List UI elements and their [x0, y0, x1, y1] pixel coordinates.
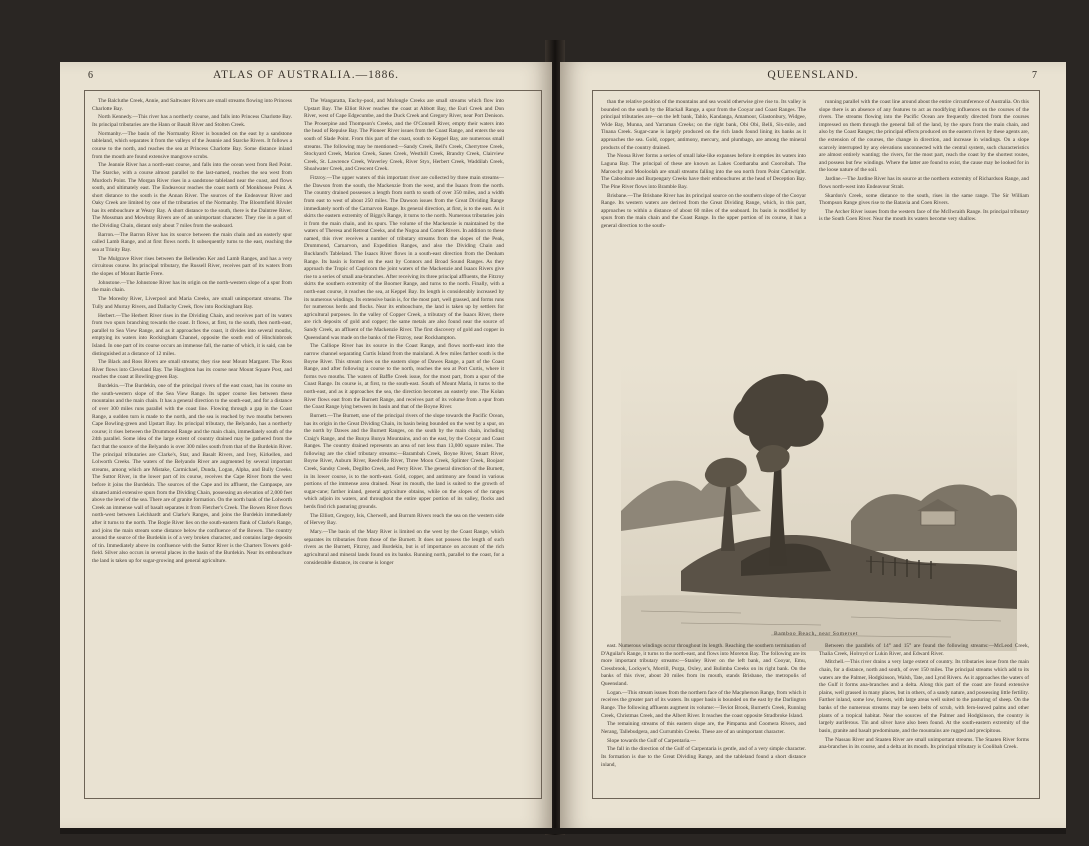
paragraph: North Kennedy.—This river has a northerly course, and falls into Princess Charlotte Bay. Its principal tributaries are the Hann or Basalt River and Stolten Creek.	[92, 114, 292, 128]
paragraph: Normanby.—The basin of the Normanby River is bounded on the east by a sandstone tableland, which separates it from the valleys of the Jeannie and Starcke Rivers. It follows a course to the north, and reaches the sea at Princess Charlotte Bay. Some distance inland from the mouth are found extensive mangrove scrubs.	[92, 130, 292, 160]
paragraph: The Elliott, Gregory, Isis, Cherwell, and Burrum Rivers reach the sea on the western side of Hervey Bay.	[304, 512, 504, 527]
paragraph: Barron.—The Barron River has its source between the main chain and an easterly spur called Lamb Range, and at first flows north. It subsequently turns to the east, reaching the sea at Trinity Bay.	[92, 231, 292, 254]
paragraph: Burdekin.—The Burdekin, one of the principal rivers of the east coast, has its course on the south-western slope of the Sea View Range. Its upper course lies between these mountains and the main chain. It has a general direction to the south-east, and for a distance of over 300 miles runs parallel with the coast line. Flowing through a gap in the Coast Range, a sudden turn is made to the north, and the sea is reached by two mouths between Cape Bowling-green and Upstart Bay. Its principal tributary, the Belyando, has a northerly course; it rises between the Drummond Range and the main chain, immediately south of the 24th parallel. Some idea of the large extent of country drained may be gathered from the fact that the source of the Belyando is over 300 miles south from that of the Burdekin River. The principal tributaries are Clarke's, Star, and Basalt Rivers, and Ivey, Kirkellen, and Lolworth Creeks. The waters of the Belyando River are augmented by several important streams, among which are Mistake, Carmichael, Dunda, Logan, Alpha, and Bully Creeks. The Suttor River, in the lower part of its course, receives the Cape River from the west before it joins the Burdekin. The sources of the Cape and its affluent, the Campaspe, are situated amid extensive spurs from the Dividing Chain, possessing an elevation of 2,000 feet above the level of the sea. There are of granite formation. On the north bank of the Lolworth Creek an immense wall of basalt separates it from Fletcher's Creek. The Bowen River flows north-west between Leichhardt and Clarke's Ranges, and joins the Burdekin immediately after it turns to the north. The Bogie River lies on the south-eastern flank of Clarke's Range, and joins the main stream some distance below the confluence of the Bowen. The country around the source of the Burdekin is of a very broken character, and contains large deposits of tin. Immediately above its confluence with the Suttor River is the Charters Towers gold-field. Silver also occurs in several places in the basin of the Burdekin. Near its embouchure the land is taken up for sugar-growing and general agriculture.	[92, 383, 292, 564]
paragraph: Mary.—The basin of the Mary River is limited on the west by the Coast Range, which separates its tributaries from those of the Burnett. It does not possess the length of such rivers as the Burnett, Fitzroy, and Burdekin, but is of importance on account of the rich agricultural and mineral lands found on its banks. Running north, parallel to the coast, for a considerable distance, its course is longer	[304, 529, 504, 566]
paragraph: Between the parallels of 14° and 15° are found the following streams:—McLeod Creek, Thalia Creek, Holroyd or Lukin River, and Edward River.	[819, 643, 1029, 657]
paragraph: The remaining streams of this eastern slope are, the Pimpama and Coomera Rivers, and Nerang, Tallebudgera, and Currumbin Creeks. These are of an unimportant character.	[601, 721, 806, 735]
paragraph: The fall in the direction of the Gulf of Carpentaria is gentle, and of a very simple character. Its formation is due to the Great Dividing Range, and the tableland found a short distance inland,	[601, 746, 806, 768]
paragraph: The Wangaratta, Euchy-pool, and Molongle Creeks are small streams which flow into Upstart Bay. The Elliot River reaches the coast at Abbott Bay, the Euri Creek and Don River, west of Cape Edgecumbe, and the Duck Creek and Gregory River, near Port Denison. The Proserpine and Thompson's Creeks, and the O'Connell River, empty their waters into the head of Repulse Bay. The Pioneer River issues from the Coast Range, and enters the sea south of Slade Point. From this part of the coast, south to Keppel Bay, are numerous small streams. The following may be mentioned:—Sandy Creek, Bell's Creek, Cherrytree Creek, Stockyard Creek, Marion Creek, Sanes Creek, Westhill Creek, Brandry Creek, Clairview Creek, St. Lawrence Creek, Waverley Creek, River Styx, Herbert Creek, Waddilah Creek, Shoalwater Creek, and Crescent Creek.	[304, 98, 504, 173]
paragraph: The Noosa River forms a series of small lake-like expanses before it empties its waters into Laguna Bay. The principal of these are known as Lakes Cootharaba and Cooroibah. The Maroochy and Mooloolah are small streams falling into the sea north from Point Cartwright. The Caboolture and Burpengary Creeks have their embouchures at the head of Deception Bay. The Pine River flows into Bramble Bay.	[601, 153, 806, 190]
engraving-illustration	[621, 361, 1017, 651]
paragraph: Slope towards the Gulf of Carpentaria.—	[607, 737, 696, 744]
right-column-3	[601, 643, 806, 793]
running-head-left: ATLAS OF AUSTRALIA.—1886.	[212, 69, 399, 81]
page-number-right: 7	[1032, 70, 1037, 81]
right-page	[560, 62, 1066, 830]
right-column-2	[819, 99, 1029, 254]
paragraph: The Nassau River and Staaten River are small unimportant streams. The Staaten River forms ana-branches in its course, and a delta at its mouth. Its principal tributary is Coolibah Creek.	[819, 736, 1029, 751]
right-column-1	[601, 99, 806, 254]
left-column-2	[304, 98, 504, 793]
paragraph: Mitchell.—This river drains a very large extent of country. Its tributaries issue from the main chain, for a distance, north and south, of over 150 miles. The principal streams which add to its waters are the Palmer, Hodgkinson, Walsh, Tate, and Lynd Rivers. As it approaches the waters of the Gulf it forms ana-branches and a delta. Along this part of the coast are found extensive plains, well grassed in many places, but in others, of a sandy nature, and possessing little fertility. Farther inland, some low, forests, with large areas well suited to the pasturing of sheep. On the banks of the numerous streams may be seen belts of scrub, with fern-leaved palms and other plants of a tropical habitat. Near the sources of the Palmer and Hodgkinson, the country is largely auriferous. Tin and silver have also been found. At the south-eastern extremity of the basin, granite and basalt predominate, and the mountains are rugged and precipitous.	[819, 659, 1029, 734]
paragraph: The Black and Ross Rivers are small streams; they rise near Mount Margaret. The Ross River flows into Cleveland Bay. The Haughton has its course near Mount Square Post, and reaches the coast at Bowling-green Bay.	[92, 359, 292, 381]
running-head-right: QUEENSLAND.	[767, 69, 859, 81]
page-number-left: 6	[88, 70, 93, 81]
paragraph: Jardine.—The Jardine River has its source at the northern extremity of Richardson Range, and flows north-west into Endeavour Strait.	[819, 176, 1029, 190]
text-frame-right	[592, 90, 1040, 799]
left-page	[60, 62, 552, 830]
paragraph: east. Numerous windings occur throughout its length. Reaching the southern termination of D'Aguilar's Range, it turns to the north-east, and flows into Moreton Bay. The following are its more important tributary streams:—Stanley River on the left bank, and Cooyar, Emu, Cressbrook, Lockyer's, Morrill, Purga, Oxley, and Bulimba Creeks on its right bank. On the banks of this river, about 20 miles from its mouth, stands Brisbane, the metropolis of Queensland.	[601, 643, 806, 687]
paragraph: The Moresby River, Liverpool and Maria Creeks, are small unimportant streams. The Tully and Murray Rivers, and Dallachy Creek, flow into Rockingham Bay.	[92, 296, 292, 310]
paragraph: running parallel with the coast line around about the entire circumference of Australia. On this slope there is an absence of any features to act as modifying influences on the courses of the rivers. The streams flowing into the Pacific Ocean are frequently directed from the courses impressed on them through the general fall of the land, by the spurs from the main chain, and also by the Coast Ranges; the principal effects produced on the eastern rivers by these agents are, the extension of the courses, the change in direction, and increase in windings. On a slope scarcely interrupted by any elevations unconnected with the central system, such characteristics are almost entirely wanting; the rivers, for the most part, reach the coast by the shortest routes, and possess but few windings. Where the latter are found to exist, the cause may be looked for in the loose nature of the soil.	[819, 99, 1029, 174]
right-column-4	[819, 643, 1029, 793]
paragraph: The Balcluthe Creek, Annie, and Saltwater Rivers are small streams flowing into Princess Charlotte Bay.	[92, 98, 292, 112]
paragraph: Brisbane.—The Brisbane River has its principal source on the southern slope of the Cooyar Range. Its western waters are derived from the Great Dividing Range, which, in this part, approaches to within a distance of about 60 miles of the seaboard. Its basin is modified by spurs from the main chain and the Coast Range. In the upper portion of its course, it has a general direction to the south-	[601, 192, 806, 229]
paragraph: The Jeannie River has a north-east course, and falls into the ocean west from Red Point. The Starcke, with a course almost parallel to the last-named, reaches the sea west from Murdoch Point. The Morgan River rises in a sandstone tableland near the coast, and flows south, and ultimately east. The Endeavour reaches the coast north of Monkhouse Point. A short distance to the south is the Annan River. The sources of the Endeavour River and Oaky Creek are limited by one of the tributaries of the Normanby. The Bloomfield Rivulet has its embouchure at Weary Bay. A short distance to the south, there is the Daintree River. The Mossman and Mowbray Rivers are of an unimportant character. They rise in a part of the Dividing Chain, distant only about 7 miles from the seaboard.	[92, 162, 292, 230]
paragraph: Burnett.—The Burnett, one of the principal rivers of the slope towards the Pacific Ocean, has its origin in the Great Dividing Chain, its basin being bounded on the west by a spur, on the north by Dawes and the Burnett Ranges, on the south by the main chain, including Craig's Range, and the Bunya Bunya Mountains, and on the east, by the Cooyar and Coast Ranges. The country drained represents an area of not less than 13,000 square miles. The following are the chief tributary streams:—Barambah Creek, Boyne River, Stuart River, Boyne River, Auburn River, Reedville River, Three Moon Creek, Splinter Creek, Boojaor Creek, Sandsy Creek, Degilbo Creek, and Perry River. The general direction of the Burnett, in its lower course, is to the north-east. Gold, copper, and antimony are found in various portions of the immense area drained. Near its mouth, the land is suited to the growth of sugar-cane; farther inland, general agriculture obtains, while on the slopes of the ranges which adjoin its waters, and throughout the entire upper portion of its valley, flocks and herds find rich pasturing grounds.	[304, 412, 504, 511]
page-bottom-edge	[60, 828, 1066, 834]
paragraph: The Mulgrave River rises between the Bellenden Ker and Lamb Ranges, and has a very circuitous course. Its principal tributary, the Russell River, receives part of its waters from the slopes of Mount Bartle Frere.	[92, 255, 292, 277]
paragraph: than the relative position of the mountains and sea would otherwise give rise to. Its valley is bounded on the south by the Blackall Range, a spur from the Cooyar and Coast Ranges. The principal tributaries are—on the left bank, Tahlo, Kandanga, Amamoor, Glastonbury, Widgee, Wide Bay, Munna, and Yarraman Creeks; on the right bank, Obi Obi, Belli, Six-mile, and Tinana Creek. Sugar-cane is largely produced on the rich lands found lining its banks as it approaches the sea. Gold, copper, antimony, mercury, and plumbago, are among the mineral products of the country drained.	[601, 99, 806, 151]
hut	[921, 511, 955, 525]
paragraph: The Calliope River has its source in the Coast Range, and flows north-east into the narrow channel separating Curtis Island from the mainland. A few miles farther south is the Boyne River. This stream rises on the eastern slope of Dawes Range, a part of the Coast Range, and after following a course to the north, reaches the sea at Port Curtis, where it forms two mouths. The waters of Baffle Creek issue, for the most part, from a spur of the Coast Range. Its course is, at first, to the south-east. South of Mount Maria, it turns to the north-east, and as it approaches the sea, the direction becomes an easterly one. The Kolan River flows east from the Burnett Range, and receives part of its volume from a spur from the Coast Range lying between its basin and that of the Boyne River.	[304, 343, 504, 411]
paragraph: Fitzroy.—The upper waters of this important river are collected by three main streams—the Dawson from the south, the Mackenzie from the west, and the Isaacs from the north. The country drained possesses a length from north to south of over 350 miles, and a width from east to west of about 250 miles. The Dawson issues from the Great Dividing Range immediately north of the Carnarvon Range. Its general direction, at first, is to the east. As it skirts the eastern extremity of Biggs's Range, it turns to the north. Numerous tributaries join it from the main chain, and its spurs. The volume of the Mackenzie is maintained by the waters of Theresa and Retreat Creeks, and the Nogoa and Comet Rivers. In addition to these named, this river receives a number of tributary streams from the slopes of the Peak, Drummond, Carnarvon, and Expedition Ranges, and also the Dividing Chain and Buckland's Tableland. The Isaacs River flows in a south-east direction from the Denham Range. Its basin is formed on the east by Connors and Broad Sound Ranges. As they approach the Tropic of Capricorn the joint waters of the Mackenzie and Isaacs Rivers give rise to a series of small ana-branches. After receiving its three principal affluents, the Fitzroy skirts the southern extremity of the Boomer Range, and turns to the north. Finally, with a north-east course, it reaches the sea, at Keppel Bay. Its length is considerably increased by its numerous windings. Its extensive basin is, for the most part, well grassed, and forms runs for numerous herds and flocks. Near its embouchure, the land is taken up by settlers for agricultural purposes. In the valley of Copper Creek, a tributary of the Isaacs River, there are rich deposits of gold and copper; the same metals are also found near the source of Sandy Creek, an affluent of the Mackenzie River. The first discovery of gold and copper in Queensland was made on the banks of the Fitzroy, near Rockhampton.	[304, 175, 504, 341]
paragraph: Herbert.—The Herbert River rises in the Dividing Chain, and receives part of its waters from two spurs branching towards the coast. It flows, at first, to the south, then north-east, parallel to Sea View Range, and as it approaches the coast, it divides into several mouths, emptying its waters into Rockingham Channel, opposite the south end of Hinchinbrook Island. In one part of its course occurs an immense fall, the name of which, it is said, can be distinguished at a distance of 12 miles.	[92, 312, 292, 357]
paragraph: Johnstone.—The Johnstone River has its origin on the north-western slope of a spur from the main chain.	[92, 279, 292, 294]
paragraph: Skardon's Creek, some distance to the south, rises in the same range. The Sir William Thompson Range gives rise to the Batavia and Coen Rivers.	[819, 192, 1029, 207]
paragraph: Logan.—This stream issues from the northern face of the Macpherson Range, from which it receives the greater part of its waters. Its upper basin is bounded on the east by the Darlington Range. The following affluents augment its volume:—Teviot Brook, Burnett's Creek, Running Creek, Christmas Creek, and the Albert River. It reaches the coast opposite Stradbroke Island.	[601, 689, 806, 719]
figure-caption: Bamboo Beach, near Somerset	[773, 631, 858, 637]
paragraph: The Archer River issues from the western face of the McIlwraith Range. Its principal tributary is the South Coen River. Near the mouth its waters become very shallow.	[819, 208, 1029, 223]
left-column-1	[92, 98, 292, 793]
